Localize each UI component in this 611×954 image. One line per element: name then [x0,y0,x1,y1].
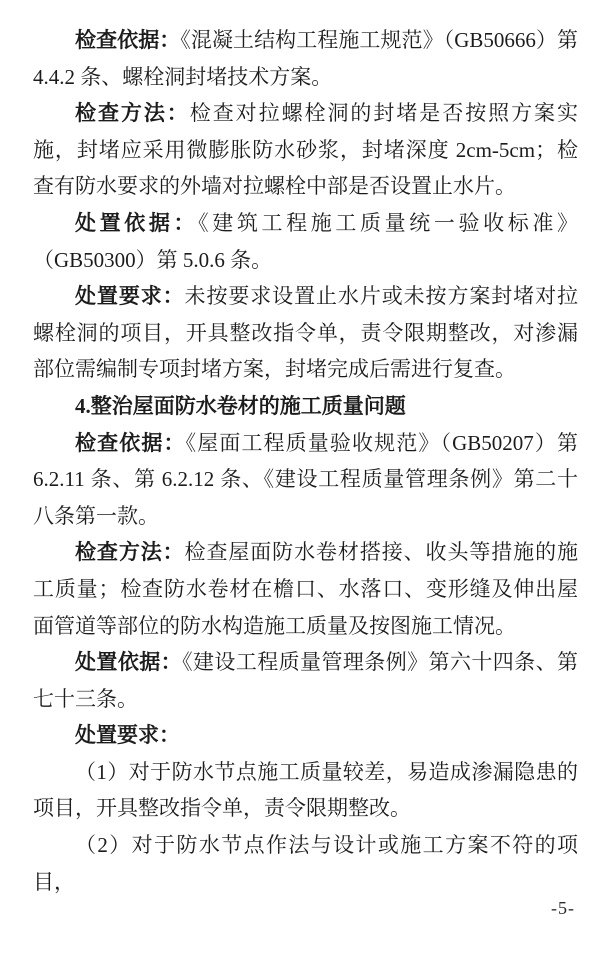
document-body [33,22,578,900]
paragraph-label: 处置依据： [75,650,183,675]
paragraph-label: 处置依据： [75,210,199,235]
paragraph-text: （2）对于防水节点作法与设计或施工方案不符的项目， [33,833,578,894]
paragraph-disposal-basis-2 [33,644,578,717]
paragraph-item-1 [33,754,578,827]
paragraph-text: 检查对拉螺栓洞的封堵是否按照方案实施，封堵应采用微膨胀防水砂浆，封堵深度 2cm-5cm；检查有防水要求的外墙对拉螺栓中部是否设置止水片。 [33,101,579,199]
paragraph-check-method-1 [33,95,578,205]
paragraph-disposal-requirement-1 [33,278,578,388]
paragraph-label: 检查依据： [75,430,186,455]
paragraph-label: 检查方法： [75,540,185,565]
paragraph-disposal-requirement-2 [33,717,578,754]
paragraph-item-2 [33,827,578,900]
paragraph-label: 检查方法： [75,101,190,126]
paragraph-label: 检查依据： [75,28,181,52]
paragraph-check-method-2 [33,534,578,644]
section-heading-4: 4.整治屋面防水卷材的施工质量问题 [75,393,406,418]
paragraph-text: （1）对于防水节点施工质量较差，易造成渗漏隐患的项目，开具整改指令单，责令限期整改。 [33,759,578,821]
paragraph-text: 检查屋面防水卷材搭接、收头等措施的施工质量；检查防水卷材在檐口、水落口、变形缝及伸出屋面管道等部位的防水构造施工质量及按图施工情况。 [33,540,578,638]
page-number: -5- [551,898,575,918]
paragraph-check-basis-1 [33,22,578,95]
paragraph-label: 处置要求： [75,284,185,309]
paragraph-label: 处置要求： [75,723,180,748]
paragraph-text: 未按要求设置止水片或未按方案封堵对拉螺栓洞的项目，开具整改指令单，责令限期整改，对渗漏部位需编制专项封堵方案，封堵完成后需进行复查。 [33,284,578,382]
paragraph-text: 《混凝土结构工程施工规范》（GB50666）第 4.4.2 条、螺栓洞封堵技术方案。 [33,28,579,89]
paragraph-text: 《建设工程质量管理条例》第六十四条、第七十三条。 [33,650,579,711]
paragraph-text: 《建筑工程施工质量统一验收标准》（GB50300）第 5.0.6 条。 [33,210,578,272]
paragraph-check-basis-2 [33,425,578,535]
paragraph-text: 《屋面工程质量验收规范》（GB50207）第 6.2.11 条、第 6.2.12 条、《建设工程质量管理条例》第二十八条第一款。 [33,430,579,528]
paragraph-disposal-basis-1 [33,205,578,278]
